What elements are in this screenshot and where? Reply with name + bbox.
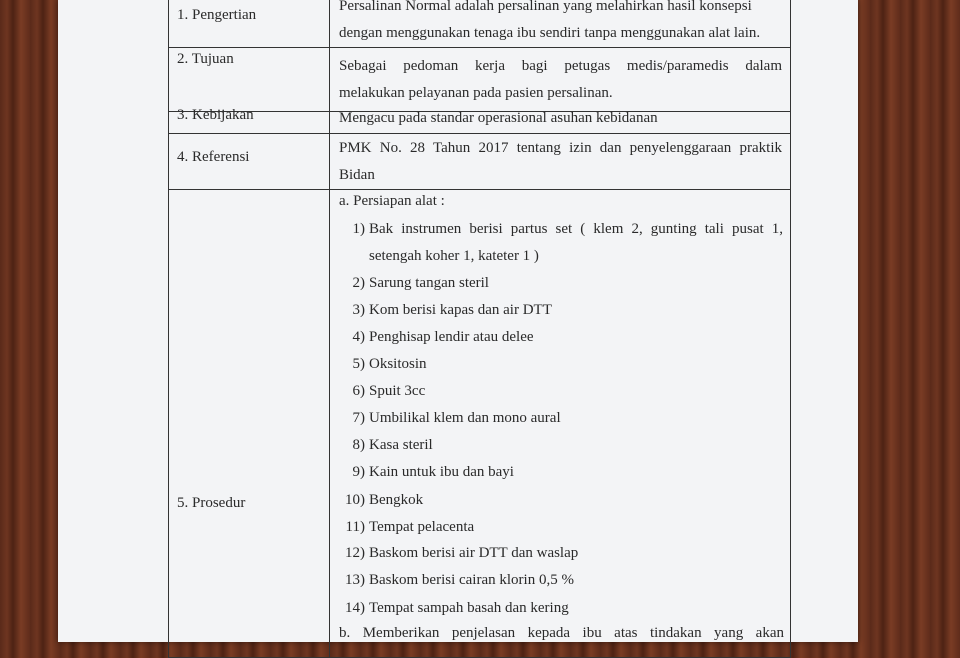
row-divider [169,189,790,190]
equipment-item-text: Kasa steril [369,437,433,453]
equipment-item-text: Baskom berisi air DTT dan waslap [369,545,579,561]
equipment-item-number: 6) [352,383,365,399]
tujuan-line-1: Sebagai pedoman kerja bagi petugas medis/paramedis dalam [339,58,782,74]
equipment-item-text: Spuit 3cc [369,383,426,399]
referensi-line-1: PMK No. 28 Tahun 2017 tentang izin dan penyelenggaraan praktik [339,140,782,156]
equipment-item [331,464,514,481]
equipment-item-text: Penghisap lendir atau delee [369,329,534,345]
equipment-item [331,519,474,536]
equipment-item-number: 3) [352,302,365,318]
equipment-item-text: Bengkok [369,492,424,508]
equipment-item-text: Oksitosin [369,356,427,372]
prosedur-heading-a: a. Persiapan alat : [339,193,445,209]
equipment-item-text: Sarung tangan steril [369,275,489,291]
equipment-item-continuation: setengah koher 1, kateter 1 ) [369,248,539,264]
row-label-prosedur: 5. Prosedur [177,495,246,511]
equipment-item [331,329,534,346]
equipment-item [331,302,552,319]
equipment-item-number: 4) [352,329,365,345]
equipment-item [331,572,574,589]
row-label-tujuan: 2. Tujuan [177,51,234,67]
equipment-item-number: 12) [345,545,365,561]
equipment-item-text: Umbilikal klem dan mono aural [369,410,561,426]
pengertian-line-2: dengan menggunakan tenaga ibu sendiri tanpa menggunakan alat lain. [339,25,761,41]
row-content-kebijakan [339,105,782,132]
equipment-item-number: 2) [352,275,365,291]
equipment-item [331,545,578,562]
equipment-item-number: 1) [352,221,365,237]
equipment-item-number: 11) [345,519,365,535]
row-label-referensi: 4. Referensi [177,149,250,165]
equipment-item-number: 14) [345,600,365,616]
equipment-item-number: 10) [345,492,365,508]
row-content-referensi [339,135,782,189]
equipment-item [331,383,425,400]
equipment-item-number: 13) [345,572,365,588]
row-divider [169,47,790,48]
tujuan-line-2: melakukan pelayanan pada pasien persalinan. [339,85,613,101]
equipment-item [331,437,433,454]
sop-table [168,0,791,658]
document-page [58,0,858,642]
row-content-tujuan [339,53,782,107]
row-label-pengertian: 1. Pengertian [177,7,257,23]
column-divider [329,0,330,657]
equipment-item-number: 9) [352,464,365,480]
equipment-item-number: 5) [352,356,365,372]
equipment-item-text: Kom berisi kapas dan air DTT [369,302,552,318]
row-content-pengertian [339,0,782,47]
referensi-line-2: Bidan [339,167,375,183]
equipment-item-text: Baskom berisi cairan klorin 0,5 % [369,572,574,588]
equipment-item [331,275,489,292]
equipment-item [331,410,561,427]
equipment-item-text: Kain untuk ibu dan bayi [369,464,514,480]
equipment-item [331,356,427,373]
row-label-kebijakan: 3. Kebijakan [177,107,254,123]
pengertian-line-1: Persalinan Normal adalah persalinan yang melahirkan hasil konsepsi [339,0,752,14]
row-divider [169,133,790,134]
equipment-item-number: 7) [352,410,365,426]
equipment-item [331,221,783,238]
equipment-item-text: Tempat pelacenta [369,519,475,535]
equipment-item-number: 8) [352,437,365,453]
equipment-item-text: Tempat sampah basah dan kering [369,600,569,616]
equipment-item [331,600,569,617]
prosedur-heading-b: b. Memberikan penjelasan kepada ibu atas tindakan yang akan [339,625,784,641]
equipment-item [331,492,423,509]
equipment-item-text: Bak instrumen berisi partus set ( klem 2, gunting tali pusat 1, [369,221,783,237]
kebijakan-line-1: Mengacu pada standar operasional asuhan kebidanan [339,110,658,126]
